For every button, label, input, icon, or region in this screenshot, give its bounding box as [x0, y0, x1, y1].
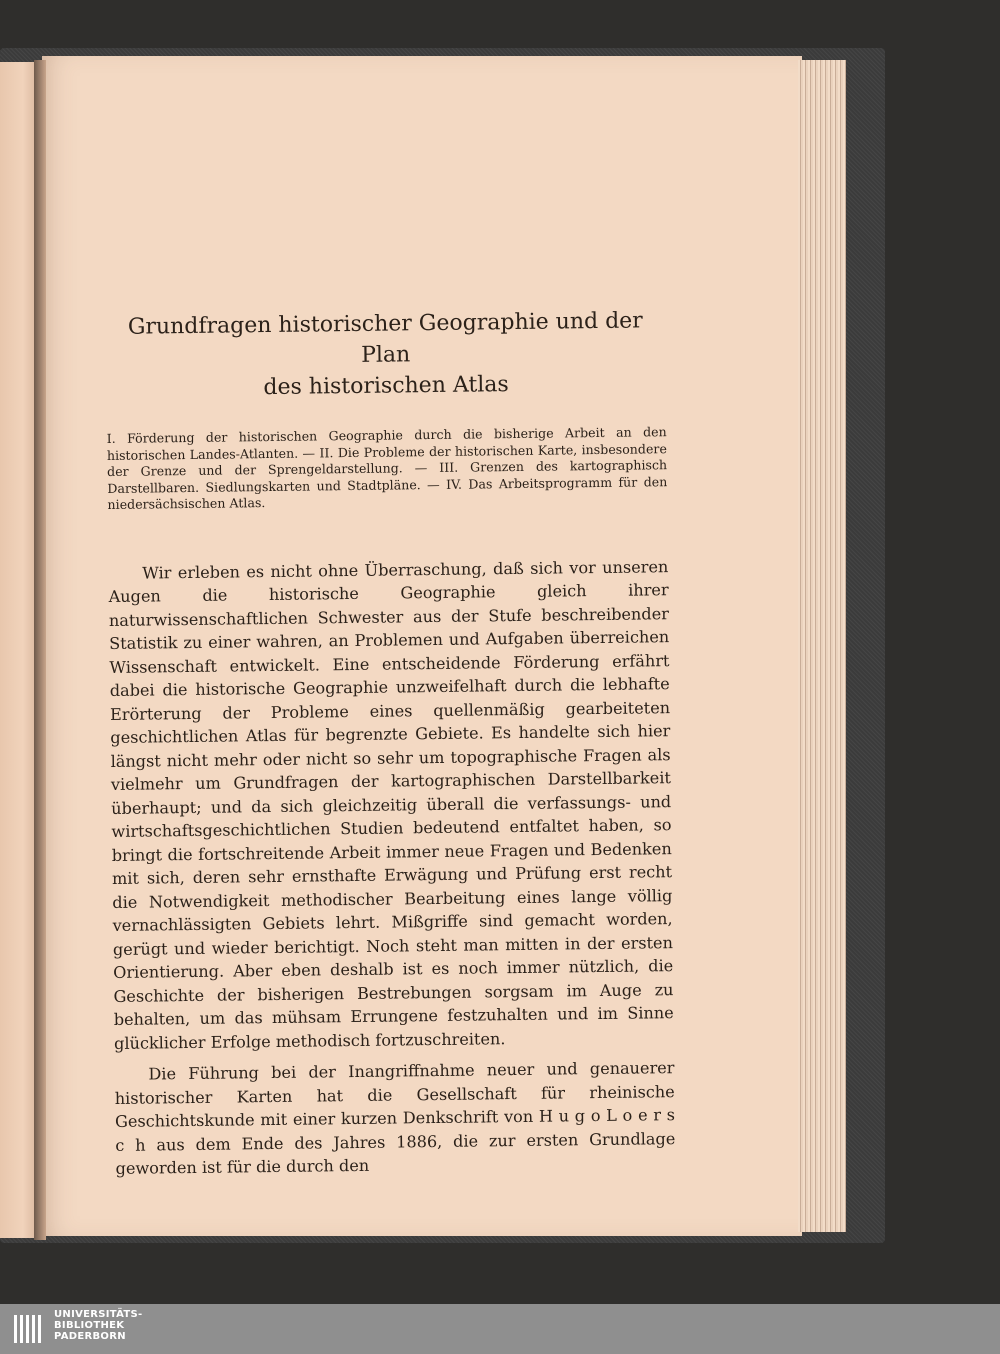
chapter-title-line1: Grundfragen historischer Geographie und der Plan: [127, 308, 643, 368]
body-paragraph-2: Die Führung bei der Inangriffnahme neuer und genauerer historischer Karten hat die Gesellschaft für rheinische Geschichtskunde mit einer kurzen Denkschrift von H u g o L o e r s c h aus dem Ende des Jahres 1886, die zur ersten Grundlage geworden ist für die durch den: [114, 1058, 676, 1178]
library-name-line1: UNIVERSITÄTS-: [54, 1309, 143, 1320]
book-gutter: [34, 60, 46, 1240]
library-logo-icon: [12, 1311, 48, 1347]
library-name: [54, 1309, 143, 1342]
body-paragraph-1: Wir erleben es nicht ohne Überraschung, daß sich vor unseren Augen die historische Geographie gleich ihrer naturwissenschaftlichen Schwester aus der Stufe beschreibender Statistik zu einer wahren, an Problemen und Aufgaben überreichen Wissenschaft entwickelt. Eine entscheidende Förderung erfährt dabei die historische Geographie unzweifelhaft durch die lebhafte Erörterung der Probleme eines quellenmäßig gearbeiteten geschichtlichen Atlas für begrenzte Gebiete. Es handelte sich hier längst nicht mehr oder nicht so sehr um topographische Fragen als vielmehr um Grundfragen der kartographischen Darstellbarkeit überhaupt; und da sich gleichzeitig überall die verfassungs- und wirtschaftsgeschichtlichen Studien bedeutend entfaltet haben, so bringt die fortschreitende Arbeit immer neue Fragen und Bedenken mit sich, deren sehr ernsthafte Erwägung und Prüfung erst recht die Notwendigkeit methodischer Bearbeitung eines lange völlig vernachlässigten Gebiets lehrt. Mißgriffe sind gemacht worden, gerügt und wieder berichtigt. Noch steht man mitten in der ersten Orientierung. Aber eben deshalb ist es noch immer nützlich, die Geschichte der bisherigen Bestrebungen sorgsam im Auge zu behalten, um das mühsam Errungene festzuhalten und im Sinne glücklicher Erfolge methodisch fortzuschreiten.: [108, 556, 674, 1053]
page-content: [105, 293, 676, 1180]
chapter-summary: I. Förderung der historischen Geographie durch die bisherige Arbeit an den historischen Landes-Atlanten. — II. Die Probleme der historischen Karte, insbesondere der Grenze und der Sprengeldarstellung. — III. Grenzen des kartographisch Darstellbaren. Siedlungskarten und Stadtpläne. — IV. Das Arbeitsprogramm für den niedersächsischen Atlas.: [106, 424, 668, 512]
footer-bar: [0, 1304, 1000, 1354]
library-name-line3: PADERBORN: [54, 1331, 126, 1342]
left-page-edge: [0, 62, 38, 1238]
chapter-title: [105, 305, 666, 405]
page-edges: [798, 60, 846, 1232]
chapter-title-line2: des historischen Atlas: [263, 372, 509, 401]
library-name-line2: BIBLIOTHEK: [54, 1320, 125, 1331]
